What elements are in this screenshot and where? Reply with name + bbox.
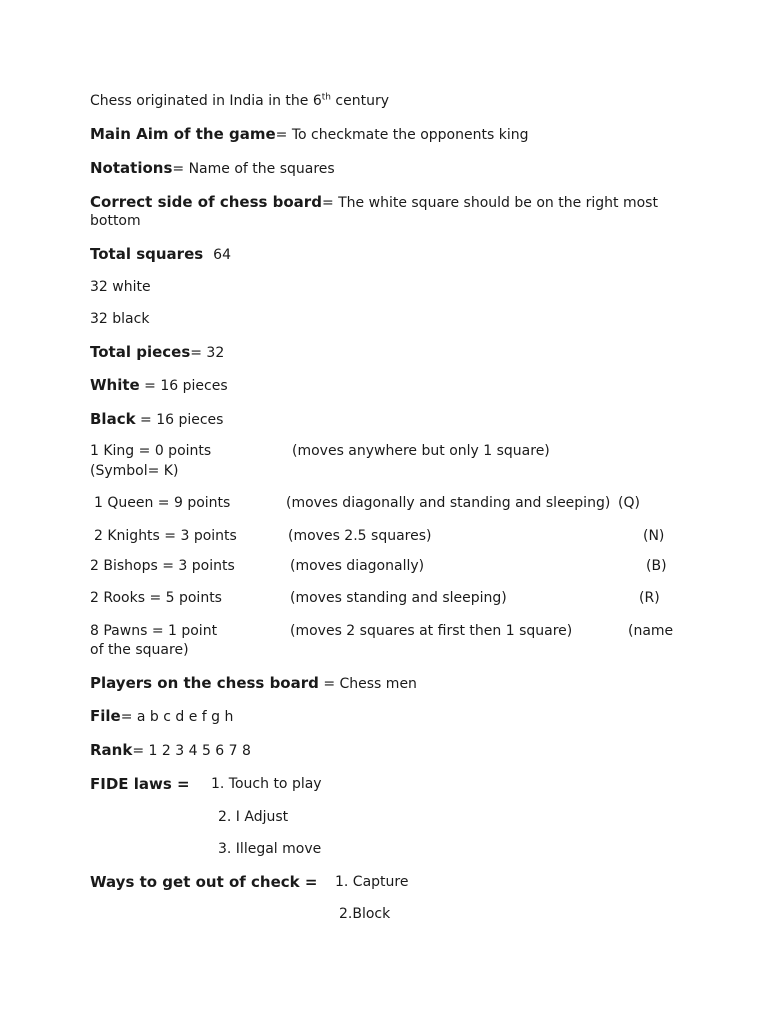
piece-symbol-pawns: (name xyxy=(628,623,674,639)
notations-label: Notations xyxy=(90,159,173,177)
piece-move-pawns: (moves 2 squares at first then 1 square) xyxy=(290,623,573,639)
white-pieces-label: White xyxy=(90,376,140,394)
file-label: File xyxy=(90,707,121,725)
black-pieces-line xyxy=(90,410,223,429)
check-label: Ways to get out of check xyxy=(90,873,300,891)
piece-symbol-knights: (N) xyxy=(643,528,665,544)
piece-move-queen: (moves diagonally and standing and sleeping) xyxy=(286,495,611,511)
black-pieces-label: Black xyxy=(90,410,136,428)
check-equals: = xyxy=(299,873,318,891)
piece-symbol-rooks: (R) xyxy=(639,590,660,606)
correct-side-label: Correct side of chess board xyxy=(90,193,322,211)
correct-side-text: = The white square should be on the right most xyxy=(321,195,658,211)
players-line xyxy=(90,674,417,693)
piece-name-bishops: 2 Bishops = 3 points xyxy=(90,558,235,574)
file-line xyxy=(90,707,233,726)
total-pieces-text: = 32 xyxy=(190,345,225,361)
fide-item-3: 3. Illegal move xyxy=(218,841,322,857)
total-squares-label: Total squares xyxy=(90,245,204,263)
piece-symbol-bishops: (B) xyxy=(646,558,667,574)
piece-name-knights: 2 Knights = 3 points xyxy=(94,528,237,544)
piece-symbol-king: (Symbol= K) xyxy=(90,463,179,479)
total-squares-line xyxy=(90,245,231,264)
rank-text: = 1 2 3 4 5 6 7 8 xyxy=(132,743,251,759)
piece-cont-pawns: of the square) xyxy=(90,642,189,658)
correct-side-line xyxy=(90,193,658,212)
players-label: Players on the chess board xyxy=(90,674,319,692)
piece-name-rooks: 2 Rooks = 5 points xyxy=(90,590,222,606)
total-pieces-label: Total pieces xyxy=(90,343,191,361)
piece-move-king: (moves anywhere but only 1 square) xyxy=(292,443,550,459)
total-squares-value: 64 xyxy=(213,247,231,263)
intro-line: Chess originated in India in the 6th century xyxy=(90,92,390,109)
fide-line xyxy=(90,775,190,794)
piece-name-queen: 1 Queen = 9 points xyxy=(94,495,231,511)
file-text: = a b c d e f g h xyxy=(120,709,234,725)
piece-name-pawns: 8 Pawns = 1 point xyxy=(90,623,218,639)
piece-name-king: 1 King = 0 points xyxy=(90,443,212,459)
piece-move-knights: (moves 2.5 squares) xyxy=(288,528,432,544)
notations-text: = Name of the squares xyxy=(172,161,335,177)
fide-item-1: 1. Touch to play xyxy=(211,776,322,792)
rank-line xyxy=(90,741,251,760)
main-aim-label: Main Aim of the game xyxy=(90,125,276,143)
fide-label: FIDE laws xyxy=(90,775,172,793)
total-pieces-line xyxy=(90,343,224,362)
check-item-1: 1. Capture xyxy=(335,874,409,890)
piece-symbol-queen: (Q) xyxy=(618,495,640,511)
piece-move-rooks: (moves standing and sleeping) xyxy=(290,590,507,606)
intro-superscript: th xyxy=(321,92,331,103)
white-squares-line: 32 white xyxy=(90,279,151,295)
main-aim-line xyxy=(90,125,528,144)
check-item-2: 2.Block xyxy=(339,906,391,922)
black-squares-line: 32 black xyxy=(90,311,150,327)
rank-label: Rank xyxy=(90,741,133,759)
correct-side-cont: bottom xyxy=(90,213,141,229)
notations-line xyxy=(90,159,335,178)
fide-item-2: 2. I Adjust xyxy=(218,809,289,825)
black-pieces-text: = 16 pieces xyxy=(135,412,224,428)
piece-move-bishops: (moves diagonally) xyxy=(290,558,425,574)
main-aim-text: = To checkmate the opponents king xyxy=(275,127,529,143)
white-pieces-text: = 16 pieces xyxy=(139,378,228,394)
white-pieces-line xyxy=(90,376,228,395)
fide-equals: = xyxy=(171,775,190,793)
players-text: = Chess men xyxy=(318,676,417,692)
check-line xyxy=(90,873,317,892)
